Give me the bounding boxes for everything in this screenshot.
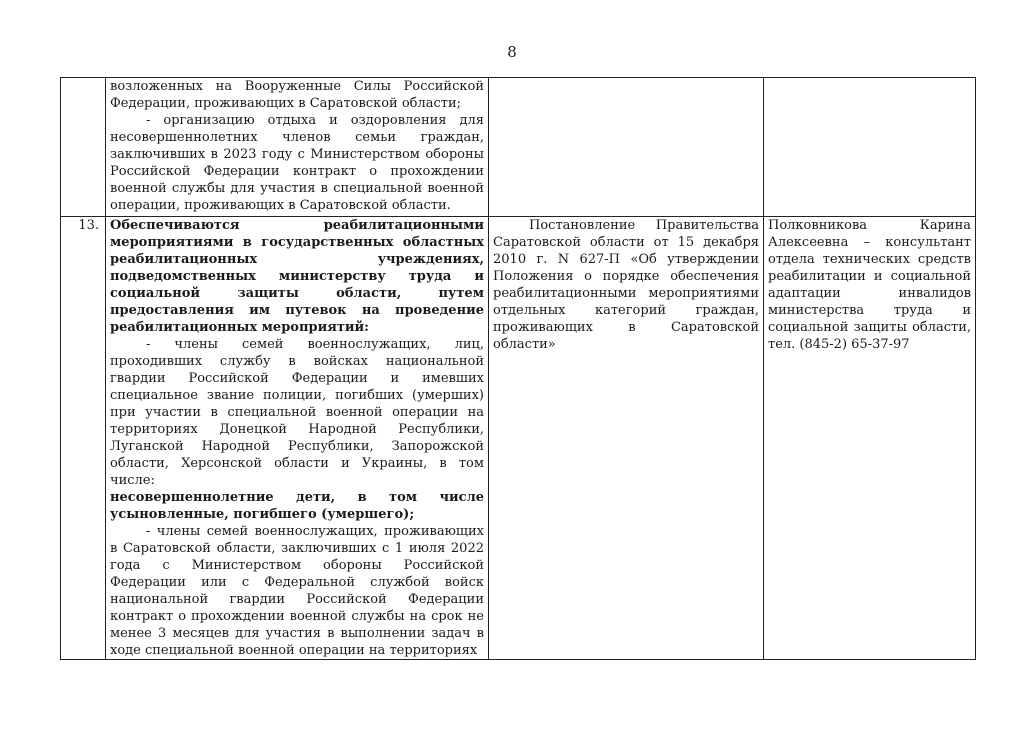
legal-basis-cell (489, 78, 764, 217)
row-number-cell (61, 78, 106, 217)
table-row (61, 217, 976, 660)
measure-paragraph: - организацию отдыха и оздоровления для несовершеннолетних членов семьи граждан, заключивших в 2023 году с Министерством обороны Российской Федерации контракт о прохождении военной службы для участия в специальной военной операции, проживающих в Саратовской области. (110, 113, 484, 213)
measure-subheading: несовершеннолетние дети, в том числе усыновленные, погибшего (умершего); (110, 490, 484, 522)
measure-cell (106, 78, 489, 217)
measure-paragraph: - члены семей военнослужащих, лиц, проходивших службу в войсках национальной гвардии Российской Федерации и имевших специальное звание полиции, погибших (умерших) при участии в специальной военной операции на территориях Донецкой Народной Республики, Луганской Народной Республики, Запорожской области, Херсонской области и Украины, в том числе: (110, 337, 484, 488)
contact-cell (764, 217, 976, 660)
contact-text: Полковникова Карина Алексеевна – консультант отдела технических средств реабилитации и социальной адаптации инвалидов министерства труда и социальной защиты области, тел. (845-2) 65-37-97 (768, 218, 971, 352)
legal-basis-text: Постановление Правительства Саратовской области от 15 декабря 2010 г. N 627-П «Об утверждении Положения о порядке обеспечения реабилитационными мероприятиями отдельных категорий граждан, проживающих в Саратовской области» (493, 218, 759, 352)
table-row (61, 78, 976, 217)
legal-basis-cell (489, 217, 764, 660)
measures-table (60, 77, 976, 660)
measure-paragraph: - члены семей военнослужащих, проживающих в Саратовской области, заключивших с 1 июля 2022 года с Министерством обороны Российской Федерации или с Федеральной службой войск национальной гвардии Российской Федерации контракт о прохождении военной службы на срок не менее 3 месяцев для участия в выполнении задач в ходе специальной военной операции на территориях (110, 524, 484, 658)
page-number: 8 (507, 43, 517, 61)
measure-paragraph: возложенных на Вооруженные Силы Российской Федерации, проживающих в Саратовской области; (110, 79, 484, 111)
contact-cell (764, 78, 976, 217)
row-number-cell: 13. (61, 217, 106, 660)
measure-heading: Обеспечиваются реабилитационными мероприятиями в государственных областных реабилитационных учреждениях, подведомственных министерству труда и социальной защиты области, путем предоставления им путевок на проведение реабилитационных мероприятий: (110, 218, 484, 335)
measure-cell (106, 217, 489, 660)
